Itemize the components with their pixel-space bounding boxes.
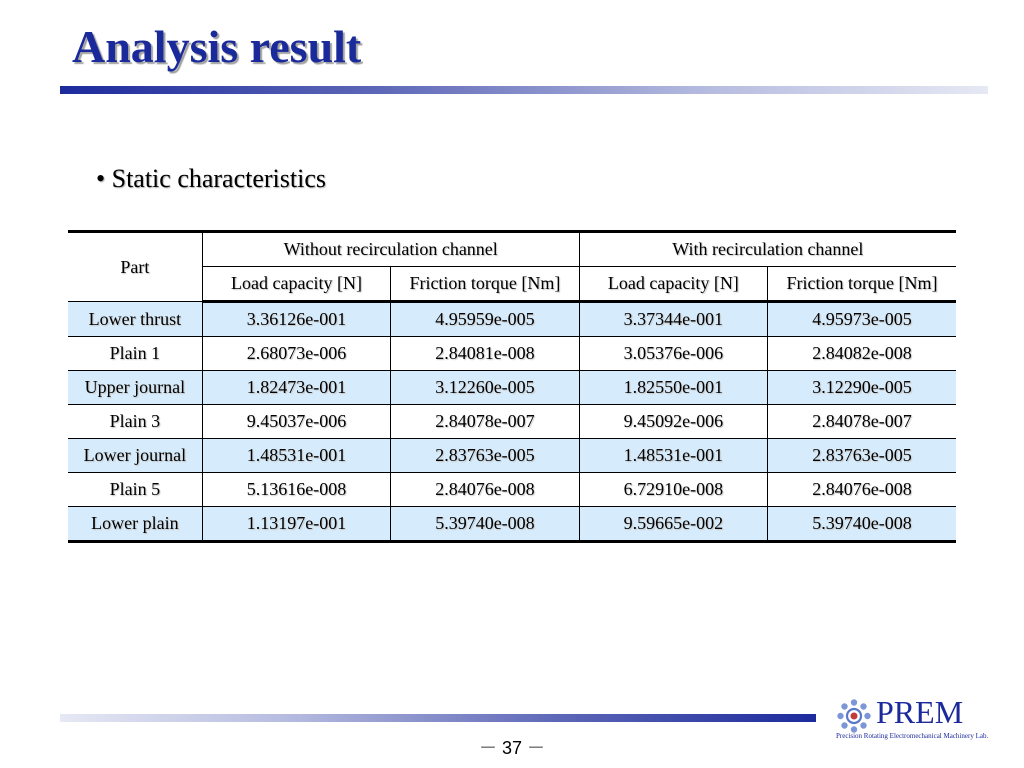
logo-wordmark: PREM (876, 694, 964, 730)
cell-value: 1.82550e-001 (579, 371, 767, 405)
cell-value: 4.95973e-005 (768, 302, 956, 337)
cell-value: 2.84076e-008 (391, 473, 579, 507)
row-part: Lower thrust (68, 302, 202, 337)
title-divider (60, 86, 988, 94)
table-row (68, 302, 956, 337)
row-part: Lower journal (68, 439, 202, 473)
header-with-recirculation: With recirculation channel (579, 232, 956, 267)
row-part: Upper journal (68, 371, 202, 405)
table-row (68, 473, 956, 507)
subheader-friction-torque: Friction torque [Nm] (768, 267, 956, 302)
cell-value: 1.48531e-001 (579, 439, 767, 473)
row-part: Plain 5 (68, 473, 202, 507)
row-part: Plain 3 (68, 405, 202, 439)
cell-value: 3.37344e-001 (579, 302, 767, 337)
table-row (68, 507, 956, 542)
cell-value: 2.83763e-005 (768, 439, 956, 473)
cell-value: 5.39740e-008 (391, 507, 579, 542)
cell-value: 2.84082e-008 (768, 337, 956, 371)
row-part: Lower plain (68, 507, 202, 542)
table-row (68, 405, 956, 439)
table-row (68, 439, 956, 473)
cell-value: 5.13616e-008 (202, 473, 390, 507)
cell-value: 2.68073e-006 (202, 337, 390, 371)
cell-value: 5.39740e-008 (768, 507, 956, 542)
subheader-load-capacity: Load capacity [N] (579, 267, 767, 302)
cell-value: 2.84078e-007 (768, 405, 956, 439)
page-number: － 37 － (478, 738, 546, 758)
table-header-row (68, 232, 956, 267)
bullet-static-characteristics: • Static characteristics (96, 164, 327, 193)
cell-value: 2.84081e-008 (391, 337, 579, 371)
header-without-recirculation: Without recirculation channel (202, 232, 579, 267)
cell-value: 2.83763e-005 (391, 439, 579, 473)
cell-value: 1.48531e-001 (202, 439, 390, 473)
table-row (68, 371, 956, 405)
cell-value: 3.36126e-001 (202, 302, 390, 337)
cell-value: 6.72910e-008 (579, 473, 767, 507)
cell-value: 2.84078e-007 (391, 405, 579, 439)
subheader-load-capacity: Load capacity [N] (202, 267, 390, 302)
cell-value: 3.05376e-006 (579, 337, 767, 371)
gear-flower-icon (836, 698, 872, 734)
cell-value: 3.12260e-005 (391, 371, 579, 405)
table-row (68, 337, 956, 371)
cell-value: 3.12290e-005 (768, 371, 956, 405)
results-table (68, 230, 956, 543)
prem-logo (836, 694, 996, 744)
row-part: Plain 1 (68, 337, 202, 371)
header-part: Part (68, 232, 202, 302)
cell-value: 9.59665e-002 (579, 507, 767, 542)
cell-value: 1.13197e-001 (202, 507, 390, 542)
footer-divider (60, 714, 816, 722)
cell-value: 4.95959e-005 (391, 302, 579, 337)
cell-value: 2.84076e-008 (768, 473, 956, 507)
logo-subtitle: Precision Rotating Electromechanical Machinery Lab. (836, 732, 989, 740)
subheader-friction-torque: Friction torque [Nm] (391, 267, 579, 302)
cell-value: 9.45037e-006 (202, 405, 390, 439)
cell-value: 9.45092e-006 (579, 405, 767, 439)
cell-value: 1.82473e-001 (202, 371, 390, 405)
slide-title: Analysis result (72, 21, 362, 72)
